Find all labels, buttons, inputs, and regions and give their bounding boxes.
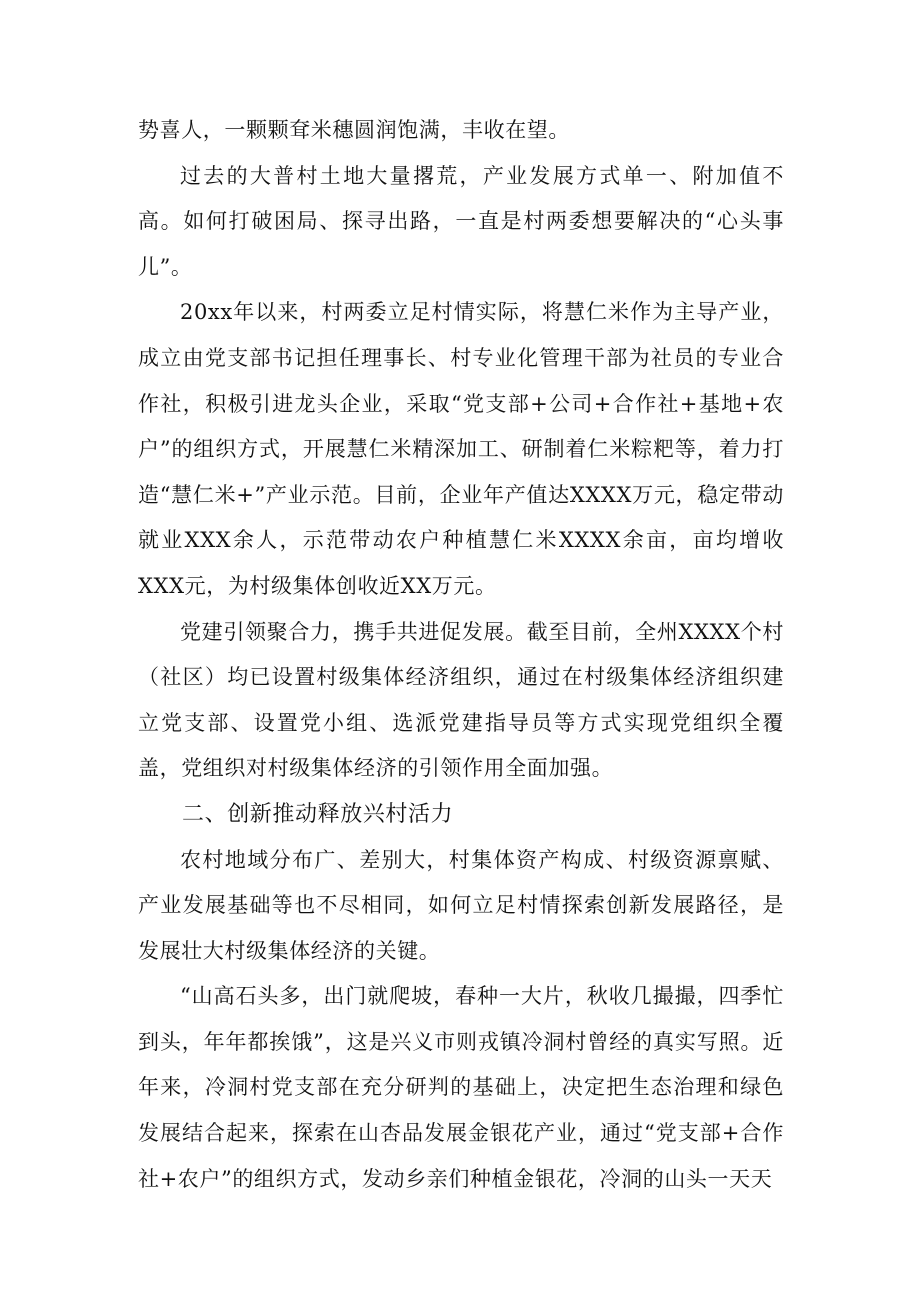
section-heading: 二、创新推动释放兴村活力 (182, 801, 454, 827)
paragraph-party-building: 党建引领聚合力，携手共进促发展。截至目前，全州XXXX个村（社区）均已设置村级集体经济组织，通过在村级集体经济组织建立党支部、设置党小组、选派党建指导员等方式实现党组织全覆盖，党组织对村级集体经济的引领作用全面加强。 (138, 619, 784, 781)
paragraph-village-history: 过去的大普村土地大量撂荒，产业发展方式单一、附加值不高。如何打破困局、探寻出路，一直是村两委想要解决的“心头事儿”。 (138, 163, 784, 279)
paragraph-lengdong-village: “山高石头多，出门就爬坡，春种一大片，秋收几撮撮，四季忙到头，年年都挨饿”，这是兴义市则戎镇冷洞村曾经的真实写照。近年来，冷洞村党支部在充分研判的基础上，决定把生态治理和绿色发展结合起来，探索在山杏品发展金银花产业，通过“党支部+合作社+农户”的组织方式，发动乡亲们种植金银花，冷洞的山头一天天 (138, 984, 784, 1191)
paragraph-industry-development: 20xx年以来，村两委立足村情实际，将慧仁米作为主导产业，成立由党支部书记担任理事长、村专业化管理干部为社员的专业合作社，积极引进龙头企业，采取“党支部+公司+合作社+基地+农户”的组织方式，开展慧仁米精深加工、研制着仁米粽粑等，着力打造“慧仁米+”产业示范。目前，企业年产值达XXXX万元，稳定带动就业XXX余人，示范带动农户种植慧仁米XXXX余亩，亩均增收XXX元，为村级集体创收近XX万元。 (138, 300, 784, 598)
paragraph-continuation: 势喜人，一颗颗耷米穗圆润饱满，丰收在望。 (138, 118, 570, 142)
document-page (138, 108, 784, 1202)
paragraph-innovation-intro: 农村地域分布广、差别大，村集体资产构成、村级资源禀赋、产业发展基础等也不尽相同，如何立足村情探索创新发展路径，是发展壮大村级集体经济的关键。 (138, 847, 784, 963)
